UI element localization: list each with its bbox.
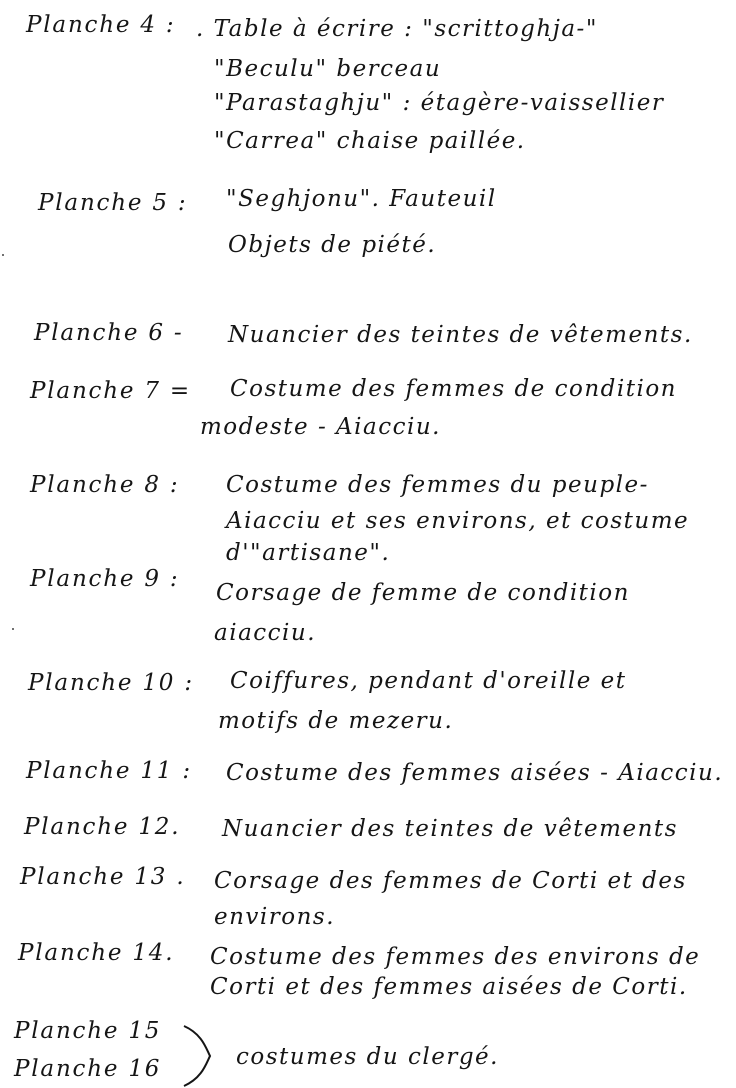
entry-text: Corti et des femmes aisées de Corti. (210, 974, 688, 1000)
entry-label: Planche 16 (14, 1056, 162, 1082)
entry-label: Planche 13 . (20, 864, 186, 890)
entry-text: costumes du clergé. (236, 1044, 499, 1070)
entry-text: Coiffures, pendant d'oreille et (230, 668, 627, 694)
entry-text: "Seghjonu". Fauteuil (226, 186, 497, 212)
curly-brace-icon (180, 1024, 220, 1088)
entry-text: "Parastaghju" : étagère-vaissellier (214, 90, 665, 116)
entry-label: Planche 7 = (30, 378, 191, 404)
entry-text: Costume des femmes aisées - Aiacciu. (226, 760, 724, 786)
entry-text: "Carrea" chaise paillée. (214, 128, 526, 154)
entry-text: . Table à écrire : "scrittoghja-" (196, 16, 598, 42)
entry-text: d'"artisane". (226, 540, 391, 566)
entry-label: Planche 15 (14, 1018, 162, 1044)
entry-text: Costume des femmes des environs de (210, 944, 701, 970)
scan-speck (12, 628, 14, 630)
entry-text: Costume des femmes du peuple- (226, 472, 649, 498)
entry-text: Nuancier des teintes de vêtements (222, 816, 678, 842)
entry-text: aiacciu. (214, 620, 317, 646)
entry-text: environs. (214, 904, 336, 930)
entry-text: modeste - Aiacciu. (200, 414, 441, 440)
entry-label: Planche 10 : (28, 670, 194, 696)
scan-speck (2, 254, 4, 256)
entry-label: Planche 5 : (38, 190, 188, 216)
entry-label: Planche 14. (18, 940, 175, 966)
entry-label: Planche 8 : (30, 472, 180, 498)
entry-text: Objets de piété. (228, 232, 437, 258)
entry-text: Aiacciu et ses environs, et costume (226, 508, 690, 534)
entry-text: Corsage de femme de condition (216, 580, 630, 606)
entry-label: Planche 12. (24, 814, 181, 840)
entry-label: Planche 11 : (26, 758, 192, 784)
entry-text: motifs de mezeru. (218, 708, 454, 734)
entry-text: "Beculu" berceau (214, 56, 442, 82)
entry-text: Nuancier des teintes de vêtements. (228, 322, 693, 348)
entry-label: Planche 9 : (30, 566, 180, 592)
entry-label: Planche 6 - (34, 320, 184, 346)
entry-label: Planche 4 : (26, 12, 176, 38)
entry-text: Costume des femmes de condition (230, 376, 677, 402)
entry-text: Corsage des femmes de Corti et des (214, 868, 687, 894)
